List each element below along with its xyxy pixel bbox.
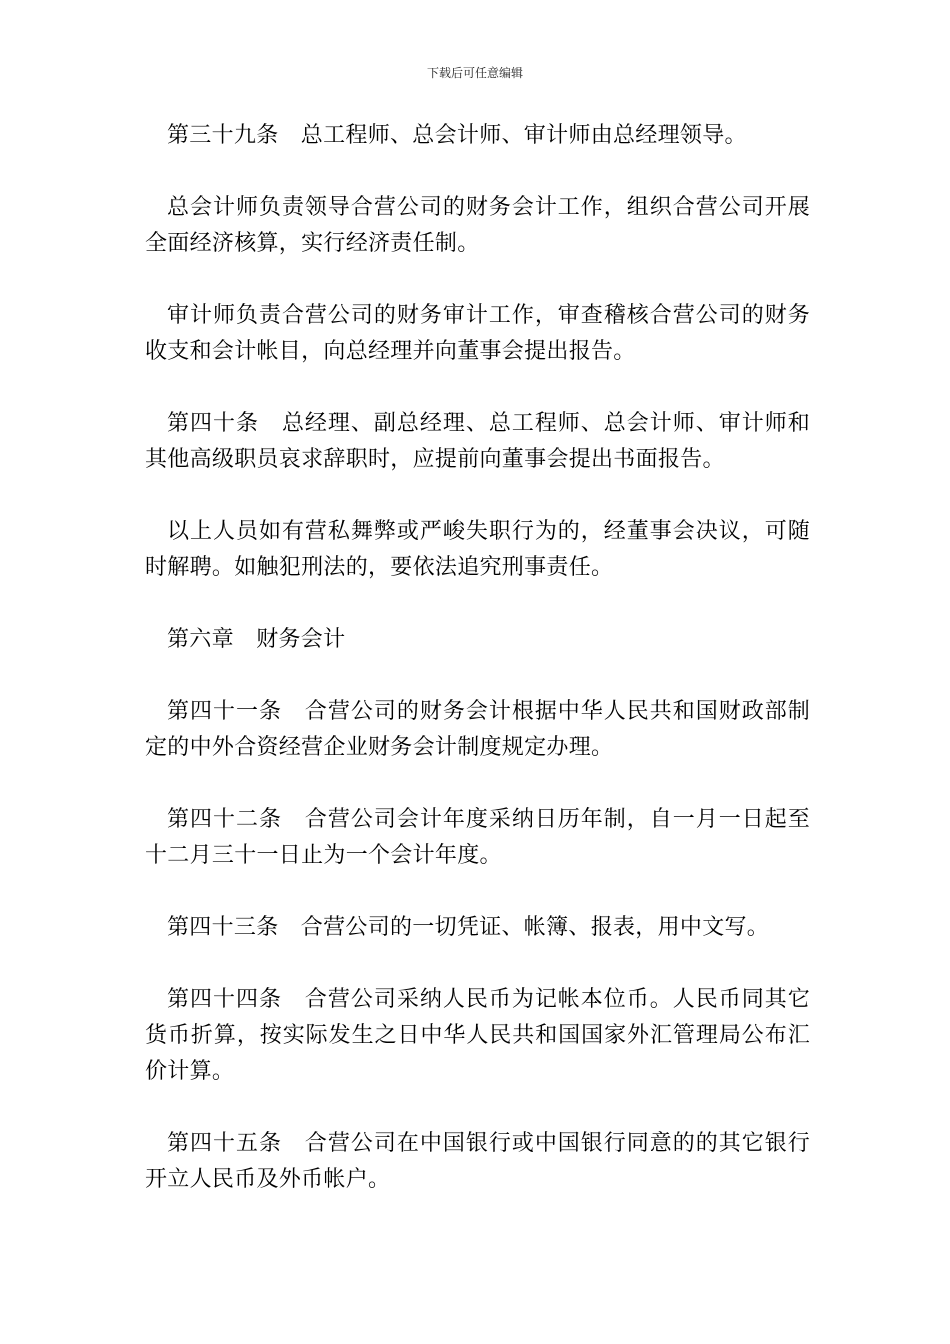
chapter-6-heading: 第六章 财务会计 [167, 627, 346, 652]
article-43: 第四十三条 合营公司的一切凭证、帐簿、报表，用中文写。 [167, 915, 770, 940]
dismissal-clause: 以上人员如有营私舞弊或严峻失职行为的，经董事会决议，可随时解聘。如触犯刑法的，要依法追究刑事责任。 [145, 519, 810, 580]
article-42: 第四十二条 合营公司会计年度采纳日历年制，自一月一日起至十二月三十一日止为一个会计年度。 [145, 807, 810, 868]
document-body [145, 118, 810, 1234]
article-44: 第四十四条 合营公司采纳人民币为记帐本位币。人民币同其它货币折算，按实际发生之日中华人民共和国国家外汇管理局公布汇价计算。 [145, 987, 810, 1084]
chief-accountant-duties: 总会计师负责领导合营公司的财务会计工作，组织合营公司开展全面经济核算，实行经济责任制。 [145, 195, 810, 256]
auditor-duties: 审计师负责合营公司的财务审计工作，审查稽核合营公司的财务收支和会计帐目，向总经理并向董事会提出报告。 [145, 303, 810, 364]
article-41: 第四十一条 合营公司的财务会计根据中华人民共和国财政部制定的中外合资经营企业财务会计制度规定办理。 [145, 699, 810, 760]
article-45: 第四十五条 合营公司在中国银行或中国银行同意的的其它银行开立人民币及外币帐户。 [145, 1131, 810, 1192]
article-40: 第四十条 总经理、副总经理、总工程师、总会计师、审计师和其他高级职员哀求辞职时，应提前向董事会提出书面报告。 [145, 411, 810, 472]
article-39: 第三十九条 总工程师、总会计师、审计师由总经理领导。 [167, 123, 747, 148]
page-header: 下载后可任意编辑 [426, 66, 523, 80]
